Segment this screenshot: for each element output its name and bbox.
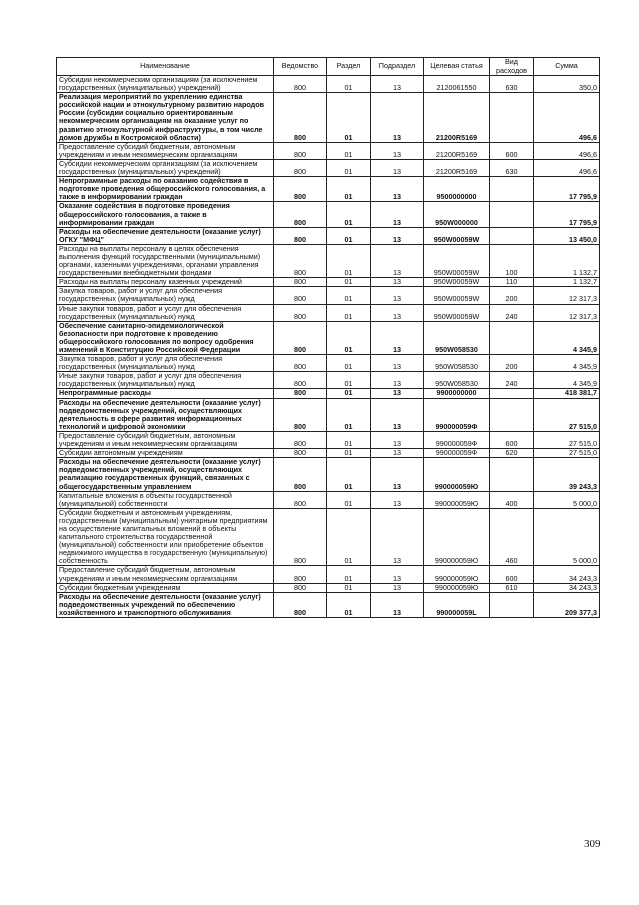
cell-type	[490, 177, 534, 202]
table-row	[57, 491, 600, 508]
cell-target: 21200R5169	[424, 93, 490, 143]
cell-section: 01	[327, 159, 371, 176]
cell-name: Закупка товаров, работ и услуг для обеспечения государственных (муниципальных) нужд	[57, 355, 274, 372]
cell-sum: 350,0	[534, 76, 600, 93]
cell-section: 01	[327, 458, 371, 491]
cell-sum: 496,6	[534, 159, 600, 176]
cell-target: 950W000000	[424, 202, 490, 227]
cell-type: 630	[490, 159, 534, 176]
table-row	[57, 508, 600, 566]
cell-section: 01	[327, 227, 371, 244]
cell-target: 950W00059W	[424, 278, 490, 287]
cell-name: Непрограммные расходы по оказанию содействия в подготовке проведения общероссийского голосования, а также в информировании граждан	[57, 177, 274, 202]
cell-type	[490, 321, 534, 354]
header-type: Вид расходов	[490, 58, 534, 76]
cell-dept: 800	[274, 202, 327, 227]
cell-name: Субсидии автономным учреждениям	[57, 449, 274, 458]
cell-dept: 800	[274, 431, 327, 448]
table-row	[57, 389, 600, 398]
table-row	[57, 372, 600, 389]
cell-dept: 800	[274, 304, 327, 321]
table-row	[57, 566, 600, 583]
cell-type	[490, 202, 534, 227]
cell-section: 01	[327, 508, 371, 566]
cell-name: Расходы на обеспечение деятельности (оказание услуг) ОГКУ "МФЦ"	[57, 227, 274, 244]
cell-section: 01	[327, 202, 371, 227]
cell-subsection: 13	[371, 583, 424, 592]
cell-name: Оказание содействия в подготовке проведения общероссийского голосования, а также в информировании граждан	[57, 202, 274, 227]
cell-sum: 27 515,0	[534, 398, 600, 431]
cell-name: Расходы на выплаты персоналу казенных учреждений	[57, 278, 274, 287]
cell-target: 950W00059W	[424, 244, 490, 277]
cell-sum: 27 515,0	[534, 431, 600, 448]
cell-section: 01	[327, 449, 371, 458]
cell-target: 990000059Ф	[424, 449, 490, 458]
cell-type: 200	[490, 287, 534, 304]
table-row	[57, 287, 600, 304]
cell-target: 950W058530	[424, 321, 490, 354]
table-row	[57, 398, 600, 431]
cell-section: 01	[327, 93, 371, 143]
cell-section: 01	[327, 372, 371, 389]
cell-dept: 800	[274, 159, 327, 176]
cell-section: 01	[327, 287, 371, 304]
cell-subsection: 13	[371, 389, 424, 398]
cell-subsection: 13	[371, 355, 424, 372]
cell-name: Обеспечение санитарно-эпидемиологической безопасности при подготовке к проведению общероссийского голосования по вопросу одобрения изменений в Конституцию Российской Федерации	[57, 321, 274, 354]
cell-name: Расходы на обеспечение деятельности (оказание услуг) подведомственных учреждений, осуществляющих деятельность в сфере развития информационных технологий и цифровой экономики	[57, 398, 274, 431]
page-number: 309	[584, 838, 601, 850]
cell-type	[490, 592, 534, 617]
cell-sum: 496,6	[534, 93, 600, 143]
cell-target: 990000059Ф	[424, 431, 490, 448]
cell-sum: 12 317,3	[534, 304, 600, 321]
cell-section: 01	[327, 304, 371, 321]
cell-name: Субсидии некоммерческим организациям (за исключением государственных (муниципальных) учреждений)	[57, 76, 274, 93]
cell-dept: 800	[274, 491, 327, 508]
cell-subsection: 13	[371, 142, 424, 159]
cell-dept: 800	[274, 227, 327, 244]
cell-sum: 39 243,3	[534, 458, 600, 491]
cell-target: 21200R5169	[424, 159, 490, 176]
cell-sum: 209 377,3	[534, 592, 600, 617]
cell-name: Расходы на обеспечение деятельности (оказание услуг) подведомственных учреждений, осуществляющих реализацию государственных функций, связанных с общегосударственным управлением	[57, 458, 274, 491]
cell-name: Закупка товаров, работ и услуг для обеспечения государственных (муниципальных) нужд	[57, 287, 274, 304]
cell-type: 610	[490, 583, 534, 592]
table-row	[57, 431, 600, 448]
cell-subsection: 13	[371, 304, 424, 321]
cell-target: 990000059L	[424, 592, 490, 617]
cell-subsection: 13	[371, 566, 424, 583]
header-name: Наименование	[57, 58, 274, 76]
cell-type: 600	[490, 142, 534, 159]
cell-target: 2120061550	[424, 76, 490, 93]
cell-subsection: 13	[371, 449, 424, 458]
cell-type: 240	[490, 304, 534, 321]
cell-target: 990000059Ю	[424, 508, 490, 566]
cell-target: 990000059Ю	[424, 458, 490, 491]
cell-section: 01	[327, 592, 371, 617]
cell-type: 110	[490, 278, 534, 287]
cell-type: 400	[490, 491, 534, 508]
cell-dept: 800	[274, 177, 327, 202]
cell-name: Капитальные вложения в объекты государственной (муниципальной) собственности	[57, 491, 274, 508]
cell-dept: 800	[274, 76, 327, 93]
cell-name: Расходы на выплаты персоналу в целях обеспечения выполнения функций государственными (муниципальными) органами, казенными учреждениями, органами управления государственными внебюджетными фондами	[57, 244, 274, 277]
table-row	[57, 583, 600, 592]
cell-type: 200	[490, 355, 534, 372]
cell-type	[490, 458, 534, 491]
cell-sum: 34 243,3	[534, 583, 600, 592]
cell-target: 9900000000	[424, 389, 490, 398]
cell-subsection: 13	[371, 508, 424, 566]
table-row	[57, 321, 600, 354]
table-row	[57, 159, 600, 176]
cell-subsection: 13	[371, 159, 424, 176]
table-row	[57, 227, 600, 244]
cell-type: 600	[490, 431, 534, 448]
cell-dept: 800	[274, 458, 327, 491]
cell-section: 01	[327, 177, 371, 202]
cell-sum: 17 795,9	[534, 177, 600, 202]
cell-subsection: 13	[371, 244, 424, 277]
cell-target: 990000059Ю	[424, 583, 490, 592]
table-row	[57, 93, 600, 143]
cell-dept: 800	[274, 287, 327, 304]
table-header-row	[57, 58, 600, 76]
cell-sum: 27 515,0	[534, 449, 600, 458]
cell-subsection: 13	[371, 458, 424, 491]
cell-subsection: 13	[371, 592, 424, 617]
cell-target: 990000059Ю	[424, 566, 490, 583]
cell-section: 01	[327, 491, 371, 508]
table-row	[57, 355, 600, 372]
cell-dept: 800	[274, 508, 327, 566]
cell-section: 01	[327, 389, 371, 398]
cell-type: 460	[490, 508, 534, 566]
cell-subsection: 13	[371, 278, 424, 287]
cell-type	[490, 227, 534, 244]
cell-dept: 800	[274, 449, 327, 458]
cell-name: Иные закупки товаров, работ и услуг для обеспечения государственных (муниципальных) нужд	[57, 372, 274, 389]
header-section: Раздел	[327, 58, 371, 76]
cell-dept: 800	[274, 592, 327, 617]
table-row	[57, 458, 600, 491]
table-row	[57, 202, 600, 227]
cell-sum: 17 795,9	[534, 202, 600, 227]
table-body	[57, 76, 600, 618]
cell-target: 990000059Ю	[424, 491, 490, 508]
cell-section: 01	[327, 76, 371, 93]
cell-name: Непрограммные расходы	[57, 389, 274, 398]
cell-section: 01	[327, 321, 371, 354]
cell-dept: 800	[274, 93, 327, 143]
cell-subsection: 13	[371, 76, 424, 93]
header-target: Целевая статья	[424, 58, 490, 76]
cell-dept: 800	[274, 142, 327, 159]
cell-name: Субсидии некоммерческим организациям (за исключением государственных (муниципальных) учреждений)	[57, 159, 274, 176]
cell-sum: 4 345,9	[534, 321, 600, 354]
cell-subsection: 13	[371, 398, 424, 431]
cell-section: 01	[327, 142, 371, 159]
cell-sum: 12 317,3	[534, 287, 600, 304]
cell-section: 01	[327, 431, 371, 448]
cell-subsection: 13	[371, 431, 424, 448]
cell-sum: 13 450,0	[534, 227, 600, 244]
cell-sum: 418 381,7	[534, 389, 600, 398]
cell-name: Расходы на обеспечение деятельности (оказание услуг) подведомственных учреждений по обеспечению хозяйственного и транспортного обслуживания	[57, 592, 274, 617]
cell-section: 01	[327, 355, 371, 372]
cell-dept: 800	[274, 321, 327, 354]
cell-target: 21200R5169	[424, 142, 490, 159]
cell-sum: 1 132,7	[534, 244, 600, 277]
cell-dept: 800	[274, 355, 327, 372]
table-row	[57, 177, 600, 202]
cell-section: 01	[327, 583, 371, 592]
cell-dept: 800	[274, 389, 327, 398]
cell-type: 600	[490, 566, 534, 583]
table-row	[57, 304, 600, 321]
cell-target: 950W058530	[424, 372, 490, 389]
header-sum: Сумма	[534, 58, 600, 76]
cell-name: Предоставление субсидий бюджетным, автономным учреждениям и иным некоммерческим организациям	[57, 431, 274, 448]
header-subsection: Подраздел	[371, 58, 424, 76]
cell-subsection: 13	[371, 227, 424, 244]
cell-section: 01	[327, 398, 371, 431]
cell-name: Предоставление субсидий бюджетным, автономным учреждениям и иным некоммерческим организациям	[57, 142, 274, 159]
cell-target: 9500000000	[424, 177, 490, 202]
cell-dept: 800	[274, 278, 327, 287]
cell-dept: 800	[274, 566, 327, 583]
cell-type: 100	[490, 244, 534, 277]
cell-name: Иные закупки товаров, работ и услуг для обеспечения государственных (муниципальных) нужд	[57, 304, 274, 321]
cell-sum: 4 345,9	[534, 372, 600, 389]
cell-sum: 5 000,0	[534, 491, 600, 508]
cell-dept: 800	[274, 372, 327, 389]
cell-section: 01	[327, 244, 371, 277]
table-row	[57, 244, 600, 277]
cell-subsection: 13	[371, 202, 424, 227]
cell-name: Реализация мероприятий по укреплению единства российской нации и этнокультурному развитию народов России (субсидии социально ориентированным некоммерческим организациям на оказание услуг по развитию этнокультурной инфраструктуры, в том числе домов дружбы в Костромской области)	[57, 93, 274, 143]
cell-section: 01	[327, 566, 371, 583]
cell-sum: 34 243,3	[534, 566, 600, 583]
cell-target: 950W00059W	[424, 287, 490, 304]
table-row	[57, 142, 600, 159]
cell-sum: 496,6	[534, 142, 600, 159]
cell-name: Предоставление субсидий бюджетным, автономным учреждениям и иным некоммерческим организациям	[57, 566, 274, 583]
cell-subsection: 13	[371, 177, 424, 202]
cell-subsection: 13	[371, 321, 424, 354]
cell-subsection: 13	[371, 93, 424, 143]
cell-name: Субсидии бюджетным и автономным учреждениям, государственным (муниципальным) унитарным предприятиям на осуществление капитальных вложений в объекты капитального строительства государственной (муниципальной) собственности или приобретение объектов недвижимого имущества в государственную (муниципальную) собственность	[57, 508, 274, 566]
cell-target: 990000059Ф	[424, 398, 490, 431]
cell-type	[490, 93, 534, 143]
cell-section: 01	[327, 278, 371, 287]
cell-sum: 1 132,7	[534, 278, 600, 287]
cell-sum: 4 345,9	[534, 355, 600, 372]
budget-table	[56, 57, 600, 618]
table-row	[57, 76, 600, 93]
cell-dept: 800	[274, 583, 327, 592]
cell-target: 950W058530	[424, 355, 490, 372]
cell-type	[490, 389, 534, 398]
cell-type	[490, 398, 534, 431]
cell-type: 630	[490, 76, 534, 93]
cell-target: 950W00059W	[424, 227, 490, 244]
cell-subsection: 13	[371, 491, 424, 508]
cell-subsection: 13	[371, 372, 424, 389]
cell-target: 950W00059W	[424, 304, 490, 321]
table-row	[57, 592, 600, 617]
cell-name: Субсидии бюджетным учреждениям	[57, 583, 274, 592]
header-dept: Ведомство	[274, 58, 327, 76]
cell-type: 240	[490, 372, 534, 389]
cell-subsection: 13	[371, 287, 424, 304]
cell-type: 620	[490, 449, 534, 458]
cell-dept: 800	[274, 398, 327, 431]
cell-dept: 800	[274, 244, 327, 277]
cell-sum: 5 000,0	[534, 508, 600, 566]
